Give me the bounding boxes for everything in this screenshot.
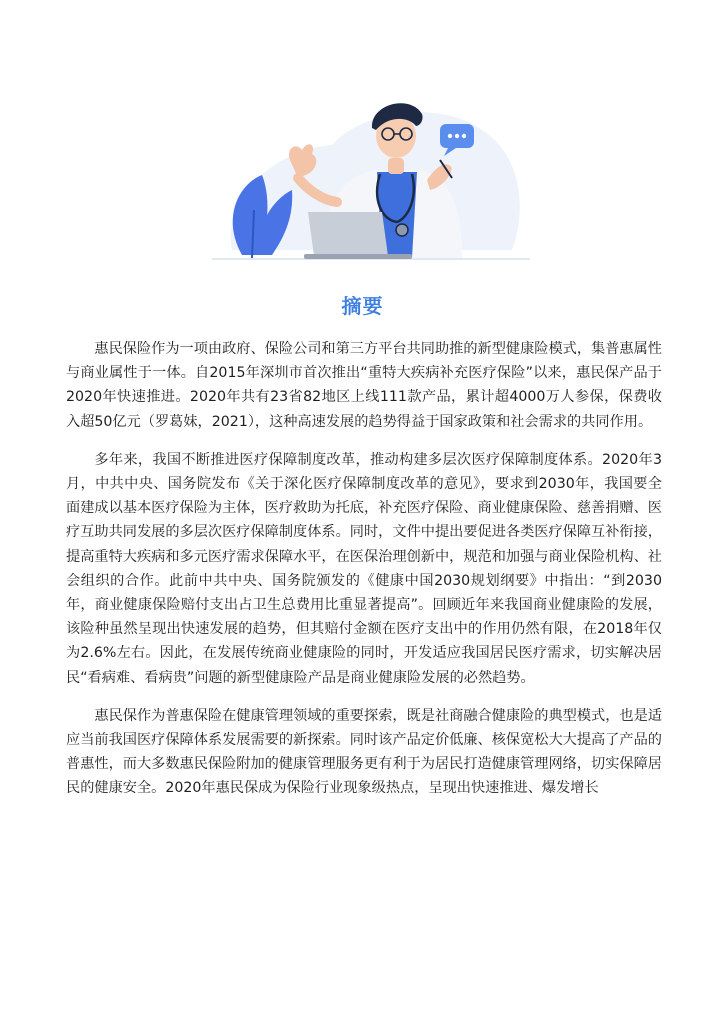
paragraph-1: 惠民保险作为一项由政府、保险公司和第三方平台共同助推的新型健康险模式，集普惠属性与商业属性于一体。自2015年深圳市首次推出“重特大疾病补充医疗保险”以来，惠民保产品于2020年快速推进。2020年共有23省82地区上线111款产品，累计超4000万人参保，保费收入超50亿元（罗葛妹，2021），这种高速发展的趋势得益于国家政策和社会需求的共同作用。	[66, 341, 662, 430]
body-text	[66, 337, 662, 815]
paragraph-3: 惠民保作为普惠保险在健康管理领域的重要探索，既是社商融合健康险的典型模式，也是适应当前我国医疗保障体系发展需要的新探索。同时该产品定价低廉、核保宽松大大提高了产品的普惠性，而大多数惠民保险附加的健康管理服务更有利于为居民打造健康管理网络，切实保障居民的健康安全。2020年惠民保成为保险行业现象级热点，呈现出快速推进、爆发增长	[66, 707, 662, 797]
page-title: 摘要	[341, 294, 384, 318]
paragraph-2: 多年来，我国不断推进医疗保障制度改革，推动构建多层次医疗保障制度体系。2020年3月，中共中央、国务院发布《关于深化医疗保障制度改革的意见》，要求到2030年，我国要全面建成以基本医疗保险为主体，医疗救助为托底，补充医疗保险、商业健康保险、慈善捐赠、医疗互助共同发展的多层次医疗保障制度体系。同时，文件中提出要促进各类医疗保障互补衔接，提高重特大疾病和多元医疗需求保障水平，在医保治理创新中，规范和加强与商业保险机构、社会组织的合作。此前中共中央、国务院颁发的《健康中国2030规划纲要》中指出：“到2030年，商业健康保险赔付支出占卫生总费用比重显著提高”。回顾近年来我国商业健康险的发展，该险种虽然呈现出快速发展的趋势，但其赔付金额在医疗支出中的作用仍然有限，在2018年仅为2.6%左右。因此，在发展传统商业健康险的同时，开发适应我国居民医疗需求，切实解决居民“看病难、看病贵”问题的新型健康险产品是商业健康险发展的必然趋势。	[66, 451, 662, 686]
doctor-illustration	[212, 90, 530, 265]
